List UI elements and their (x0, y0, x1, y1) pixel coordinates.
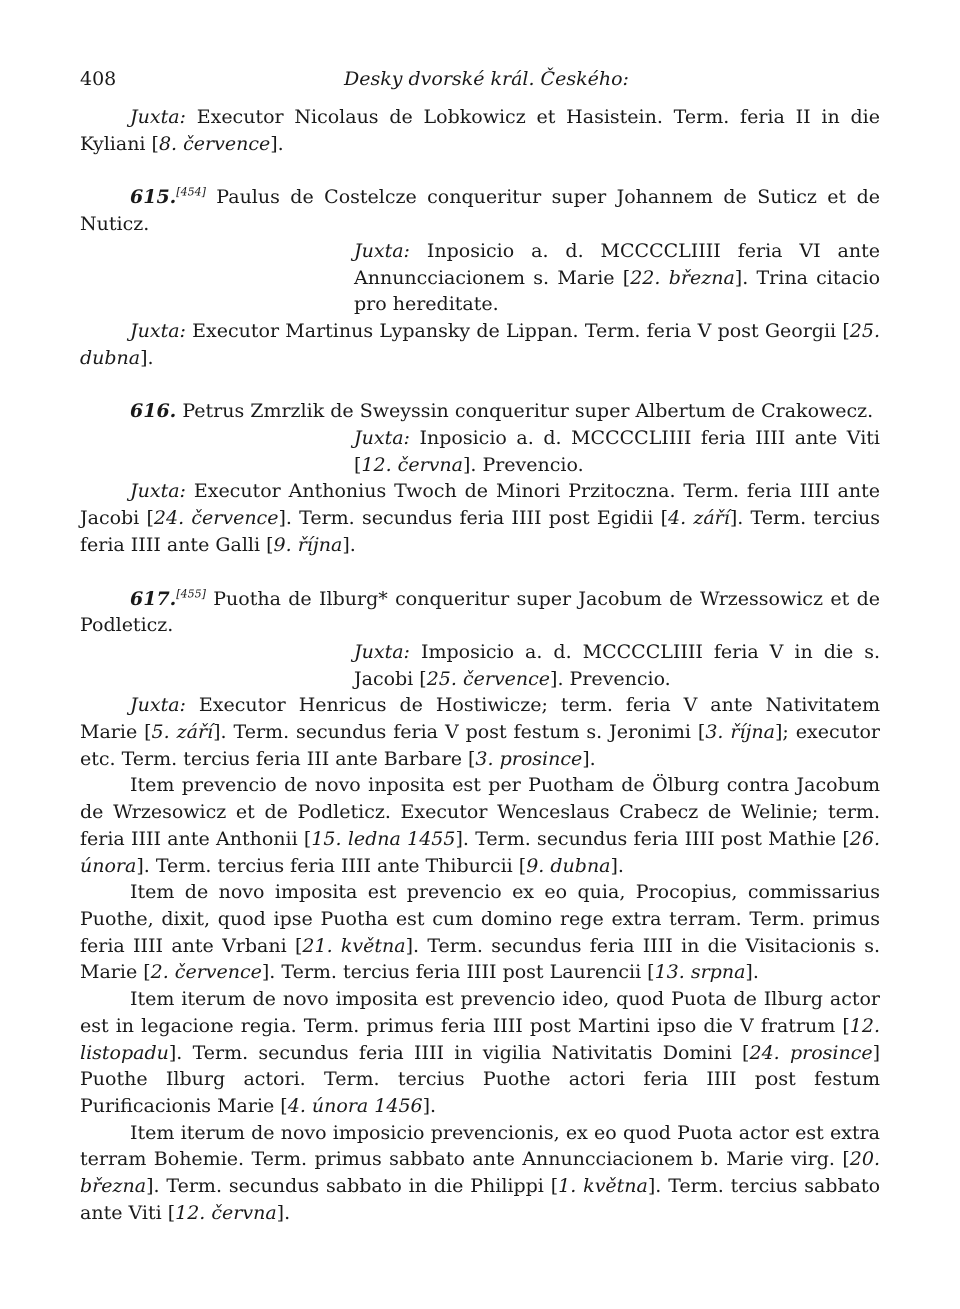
text-run: ]. Term. secundus feria IIII post Egidii [ (278, 507, 668, 530)
text-run: ]. (342, 533, 356, 556)
date-annotation: 21. května (302, 934, 406, 957)
entry-paragraph (80, 586, 880, 639)
text-run: Inposicio a. d. MCCCCLIIII feria IIII ante Viti [ (354, 427, 880, 476)
paragraph (80, 478, 880, 558)
text-run: Item prevencio de novo inposita est per Puotham de Ölburg contra Jacobum de Wrzesowicz et de Podleticz. Executor Wenceslaus Crabecz de Welinie; term. feria IIII ante Anthonii [ (80, 774, 880, 850)
text-run: Puotha de Ilburg* conqueritur super Jacobum de Wrzessowicz et de Podleticz. (80, 587, 880, 637)
page-header (80, 68, 880, 104)
date-annotation: 12. června (361, 453, 463, 476)
date-annotation: 2. července (150, 961, 262, 984)
date-annotation: 4. února 1456 (287, 1094, 423, 1117)
paragraph (80, 986, 880, 1120)
juxta-indented-paragraph (80, 425, 880, 478)
date-annotation: 9. dubna (526, 854, 611, 877)
text-run: ]. (270, 132, 284, 155)
page-number: 408 (80, 68, 117, 90)
paragraph (80, 104, 880, 157)
text-run: ]; executor etc. Term. tercius feria III ante Barbare [ (80, 721, 880, 770)
paragraph (80, 879, 880, 986)
text-run: Executor Nicolaus de Lobkowicz et Hasistein. Term. feria II in die Kyliani [ (80, 106, 880, 155)
text-run: ]. Term. tercius feria IIII ante Galli [ (80, 507, 881, 556)
date-annotation: 13. srpna (654, 961, 746, 984)
date-annotation: 25. dubna (80, 319, 880, 369)
text-run: Item iterum de novo imposita est prevencio ideo, quod Puota de Ilburg actor est in legacione regia. Term. primus feria IIII post Martini ipso die V fratrum [ (80, 988, 880, 1037)
text-run: ] Puothe Ilburg actori. Term. tercius Puothe actori feria IIII post festum Purificacionis Marie [ (80, 1041, 881, 1117)
footnote-ref: [455] (176, 587, 206, 601)
date-annotation: 4. září (667, 507, 730, 530)
juxta-indented-paragraph (80, 639, 880, 692)
date-annotation: 3. prosince (475, 747, 583, 770)
date-annotation: 8. července (158, 132, 271, 155)
entry-number: 615. (130, 186, 177, 209)
date-annotation: 12. listopadu (80, 1014, 880, 1064)
footnote-ref: [454] (176, 186, 206, 200)
paragraph (80, 692, 880, 772)
date-annotation: 25. července (426, 667, 551, 690)
date-annotation: 5. září (151, 721, 214, 744)
text-run: ]. (276, 1201, 291, 1224)
text-run: ]. Prevencio. (462, 453, 584, 476)
text-run: ]. (745, 961, 759, 984)
text-run: ]. Term. tercius feria IIII ante Thiburcii [ (136, 854, 527, 877)
date-annotation: 15. ledna 1455 (311, 827, 456, 850)
entry-paragraph (80, 184, 880, 237)
juxta-label: Juxta: (130, 319, 186, 342)
text-run: ]. Term. secundus sabbato in die Philippi [ (146, 1175, 559, 1198)
text-run: Item de novo imposita est prevencio ex eo quia, Procopius, commissarius Puothe, dixit, quod ipse Puotha est cum domino rege extra terram. Term. primus feria IIII ante Vrbani [ (80, 881, 880, 957)
date-annotation: 24. prosince (749, 1041, 873, 1064)
body-text (80, 104, 880, 1226)
paragraph (80, 772, 880, 879)
date-annotation: 20. března (80, 1148, 880, 1198)
juxta-indented-paragraph (80, 238, 880, 318)
date-annotation: 22. března (630, 266, 735, 289)
text-run: ]. Term. secundus feria V post festum s. Jeronimi [ (213, 721, 706, 744)
document-page (80, 68, 880, 1226)
paragraph (80, 318, 880, 371)
text-run: ]. Term. tercius feria IIII post Laurencii [ (261, 961, 655, 984)
text-run: Executor Martinus Lypansky de Lippan. Term. feria V post Georgii [ (185, 319, 850, 342)
juxta-label: Juxta: (354, 427, 410, 450)
text-run: Inposicio a. d. MCCCCLIIII feria VI ante Annuncciacionem s. Marie [ (354, 239, 880, 289)
text-run: ]. Term. secundus feria IIII in die Visitacionis s. Marie [ (80, 934, 880, 984)
juxta-label: Juxta: (130, 694, 186, 717)
text-run: Executor Henricus de Hostiwicze; term. feria V ante Nativitatem Marie [ (80, 694, 880, 744)
text-run: ]. (422, 1094, 437, 1117)
paragraph (80, 1120, 880, 1227)
text-run: Petrus Zmrzlik de Sweyssin conqueritur super Albertum de Crakowecz. (176, 400, 874, 423)
date-annotation: 3. října (705, 721, 775, 744)
text-run: Imposicio a. d. MCCCCLIIII feria V in die s. Jacobi [ (354, 640, 880, 690)
date-annotation: 26. února (80, 827, 880, 877)
entry-number: 617. (130, 587, 177, 610)
text-run: ]. Trina citacio pro hereditate. (354, 266, 881, 316)
text-run: ]. Term. secundus feria IIII in vigilia Nativitatis Domini [ (168, 1041, 750, 1064)
text-run: ]. (582, 747, 596, 770)
text-run: Item iterum de novo imposicio prevencionis, ex eo quod Puota actor est extra terram Bohemie. Term. primus sabbato ante Annuncciacionem b. Marie virg. [ (80, 1121, 880, 1171)
juxta-label: Juxta: (130, 480, 186, 503)
juxta-label: Juxta: (354, 640, 410, 663)
text-run: ]. Term. secundus feria IIII post Mathie [ (455, 827, 850, 850)
date-annotation: 9. října (273, 533, 343, 556)
juxta-label: Juxta: (354, 239, 410, 262)
text-run: Executor Anthonius Twoch de Minori Przitoczna. Term. feria IIII ante Jacobi [ (80, 480, 880, 530)
entry-number: 616. (130, 400, 177, 423)
date-annotation: 12. června (175, 1201, 277, 1224)
date-annotation: 1. května (558, 1175, 648, 1198)
text-run: ]. Term. tercius sabbato ante Viti [ (80, 1175, 881, 1224)
text-run: ]. (610, 854, 624, 877)
text-run: Paulus de Costelcze conqueritur super Johannem de Suticz et de Nuticz. (80, 186, 880, 236)
text-run: ]. (140, 346, 154, 369)
running-title: Desky dvorské král. Českého: (344, 68, 629, 90)
date-annotation: 24. července (153, 507, 279, 530)
entry-paragraph (80, 398, 880, 425)
text-run: ]. Prevencio. (550, 667, 671, 690)
juxta-label: Juxta: (130, 106, 186, 128)
